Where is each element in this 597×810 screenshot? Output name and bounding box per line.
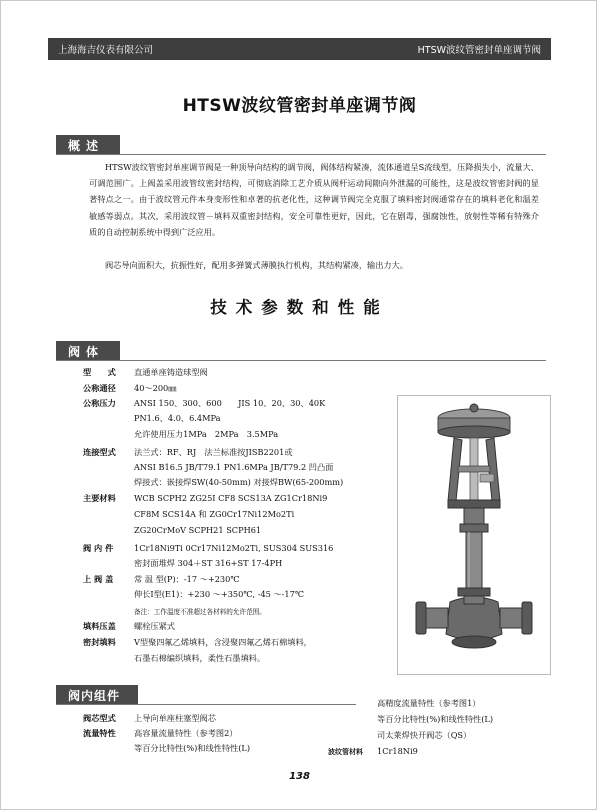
spec-value: 焊接式：嵌接焊SW(40-50mm) 对接焊BW(65-200mm) bbox=[134, 477, 344, 487]
internals-rule bbox=[56, 704, 356, 705]
internals-label: 流量特性 bbox=[83, 728, 116, 738]
spec-label: 公称通径 bbox=[83, 383, 116, 393]
spec-value: 直通单座铸造球型阀 bbox=[134, 367, 208, 377]
body-rule bbox=[56, 360, 546, 361]
spec-value: 伸长Ⅰ型(E1)：+230 ～+350℃, -45 ～-17℃ bbox=[134, 589, 305, 599]
internals-label: 阀芯型式 bbox=[83, 713, 116, 723]
internals-right-line: 等百分比特性(%)和线性特性(L) bbox=[377, 714, 494, 724]
spec-label: 上 阀 盖 bbox=[83, 574, 114, 584]
page-number: 138 bbox=[289, 771, 310, 782]
spec-note: 备注：工作温度不准超过各材料的允许范围。 bbox=[134, 608, 266, 616]
valve-illustration bbox=[398, 396, 550, 674]
product-name: HTSW波纹管密封单座调节阀 bbox=[417, 45, 541, 56]
spec-label: 阀 内 件 bbox=[83, 543, 114, 553]
spec-label: 连接型式 bbox=[83, 447, 116, 457]
spec-label: 型 式 bbox=[83, 367, 116, 377]
spec-value: ANSI B16.5 JB/T79.1 PN1.6MPa JB/T79.2 凹凸面 bbox=[134, 462, 334, 472]
valve-photo bbox=[397, 395, 551, 675]
overview-heading: 概述 bbox=[56, 135, 120, 155]
bellows-value: 1Cr18Ni9 bbox=[377, 746, 418, 756]
spec-value: 40～200㎜ bbox=[134, 383, 177, 393]
spec-title: 技术参数和性能 bbox=[210, 298, 389, 317]
internals-value: 上导向单座柱塞型阀芯 bbox=[134, 713, 216, 723]
internals-right-line: 高精度流量特性（参考图1） bbox=[377, 698, 481, 708]
spec-value: 法兰式：RF、RJ 法兰标准按JISB2201或 bbox=[134, 447, 293, 457]
internals-right-line: 司太莱焊快开阀芯（QS） bbox=[377, 730, 472, 740]
spec-value: 石墨石棉编织填料，柔性石墨填料。 bbox=[134, 653, 266, 663]
internals-value: 高容量流量特性（参考图2） bbox=[134, 728, 238, 738]
page-title: HTSW波纹管密封单座调节阀 bbox=[182, 96, 417, 116]
spec-value: 密封面堆焊 304＋ST 316+ST 17-4PH bbox=[134, 558, 283, 568]
body-heading: 阀体 bbox=[56, 341, 120, 361]
overview-paragraph-2: 阀芯导向面积大，抗振性好，配用多弹簧式薄膜执行机构，其结构紧凑，输出力大。 bbox=[105, 260, 408, 270]
overview-paragraph-1: HTSW波纹管密封单座调节阀是一种顶导向结构的调节阀，阀体结构紧凑，流体通道呈S流线型，压降损失小，流量大、可调范围广。上阀盖采用波管纹密封结构，可彻底消除工艺介质从阀杆运动间隙向外泄漏的可能性，这是波纹管密封阀的显著特点之一。由于波纹管元件本身变形性和卓著的抗老化性，这种调节阀完全克服了填料密封阀通常存在的填料老化和温差敏感等弱点。其次，采用波纹管－填料双重密封结构，安全可靠性更好，因此，它在剧毒，强腐蚀性，放射性等稀有特殊介质的自动控制系统中得到广泛应用。 bbox=[89, 162, 539, 237]
company-name: 上海海吉仪表有限公司 bbox=[58, 45, 154, 56]
spec-value: CF8M SCS14A 和 ZG0Cr17Ni12Mo2Ti bbox=[134, 509, 295, 519]
spec-label: 主要材料 bbox=[83, 493, 116, 503]
spec-value: ANSI 150、300、600 JIS 10、20、30、40K bbox=[134, 398, 326, 408]
bellows-label: 波纹管材料 bbox=[328, 748, 363, 756]
spec-value: 常 温 型(P)：-17 ～+230℃ bbox=[134, 574, 240, 584]
spec-value: ZG20CrMoV SCPH21 SCPH61 bbox=[134, 525, 262, 535]
spec-value: WCB SCPH2 ZG25I CF8 SCS13A ZG1Cr18Ni9 bbox=[134, 493, 328, 503]
overview-rule bbox=[56, 154, 546, 155]
internals-value: 等百分比特性(%)和线性特性(L) bbox=[134, 743, 251, 753]
spec-label: 密封填料 bbox=[83, 637, 116, 647]
header-bar bbox=[48, 38, 551, 60]
spec-value: V型聚四氟乙烯填料，含浸聚四氟乙烯石棉填料， bbox=[134, 637, 312, 647]
spec-label: 公称压力 bbox=[83, 398, 116, 408]
internals-heading: 阀内组件 bbox=[56, 685, 138, 705]
spec-label: 填料压盖 bbox=[83, 621, 116, 631]
spec-value: 螺栓压紧式 bbox=[134, 621, 175, 631]
spec-value: 1Cr18Ni9Ti 0Cr17Ni12Mo2Ti, SUS304 SUS316 bbox=[134, 543, 334, 553]
spec-value: PN1.6、4.0、6.4MPa bbox=[134, 413, 221, 423]
spec-value: 允许使用压力1MPa 2MPa 3.5MPa bbox=[134, 429, 279, 439]
